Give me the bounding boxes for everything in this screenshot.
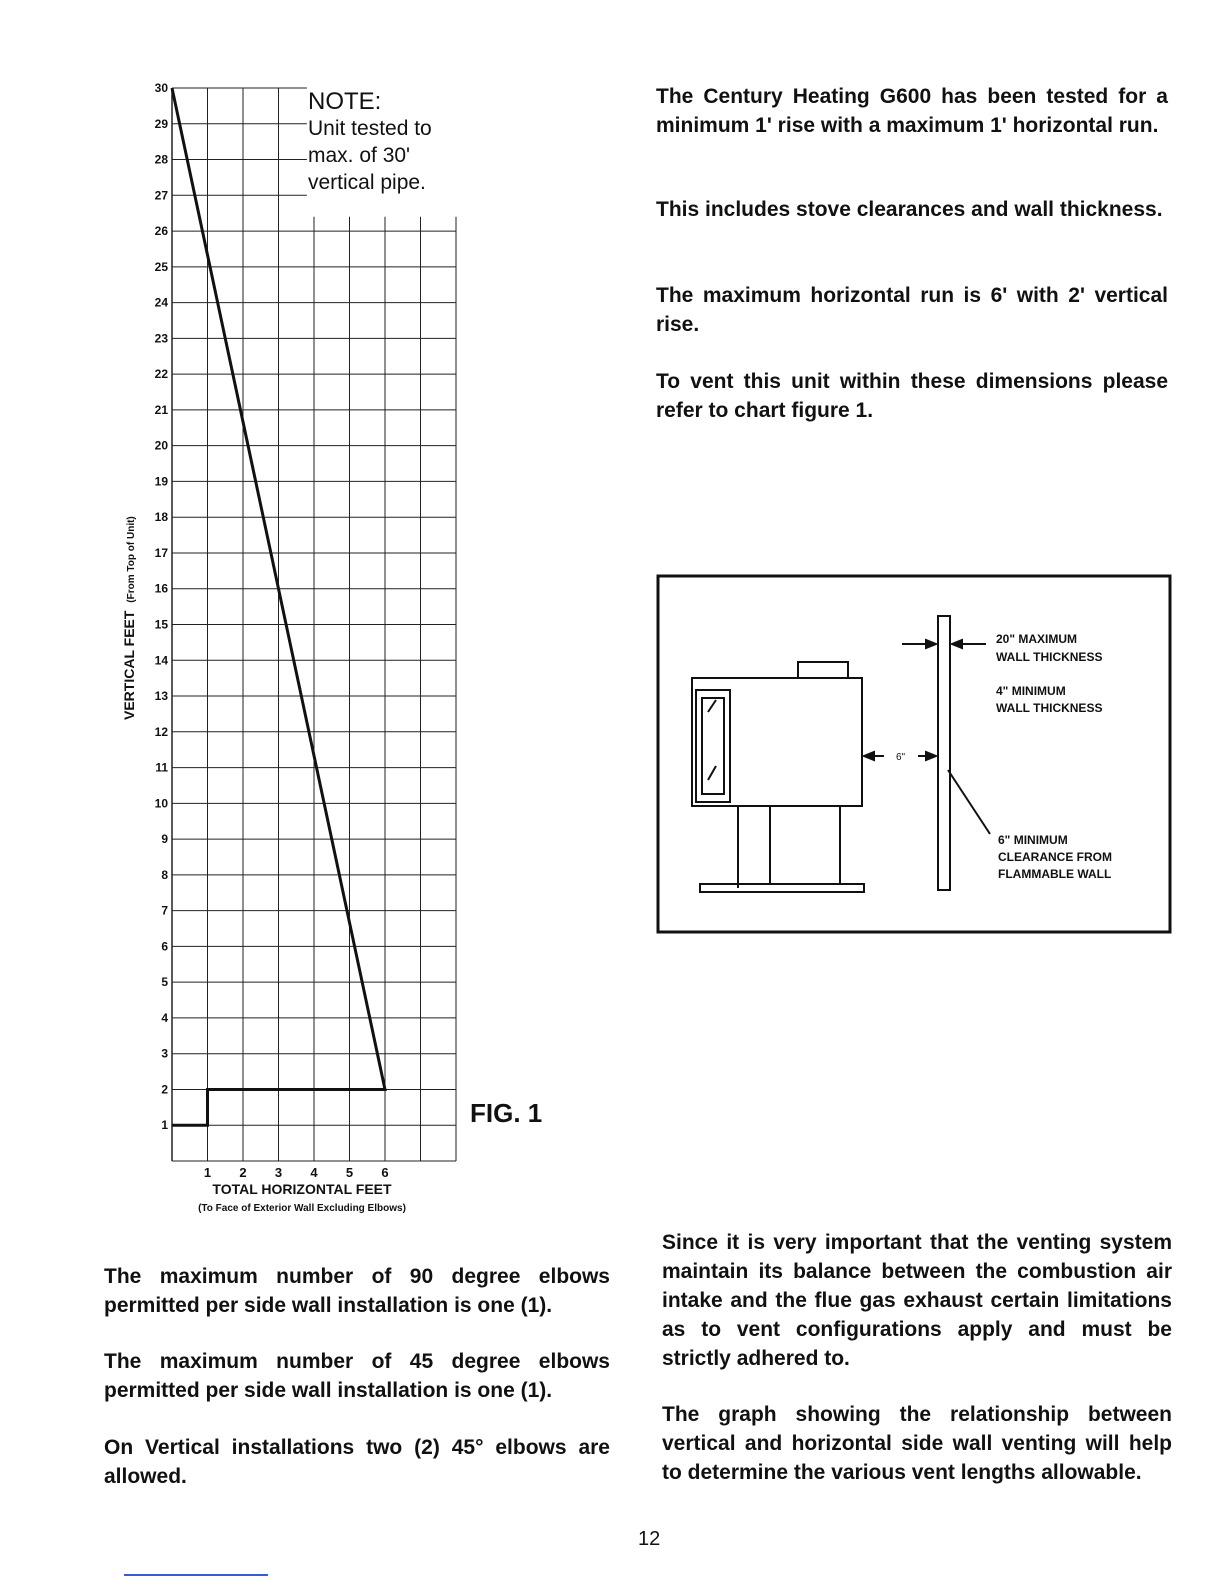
y-tick-label: 19 bbox=[154, 474, 168, 489]
x-axis-label-note: (To Face of Exterior Wall Excluding Elbows) bbox=[198, 1203, 406, 1214]
clearance-label-3: FLAMMABLE WALL bbox=[998, 867, 1112, 881]
dimension-label: 6" bbox=[896, 752, 906, 763]
elbow-paragraph-45: The maximum number of 45 degree elbows permitted per side wall installation is one (1). bbox=[104, 1350, 610, 1402]
y-tick-label: 14 bbox=[154, 653, 168, 668]
y-tick-label: 13 bbox=[154, 689, 168, 704]
y-tick-label: 12 bbox=[154, 724, 168, 739]
footer-rule bbox=[124, 1574, 268, 1576]
note-line-2: max. of 30' bbox=[308, 144, 411, 167]
x-tick-label: 4 bbox=[310, 1165, 318, 1180]
note-title: NOTE: bbox=[308, 88, 382, 115]
y-axis-label-note: (From Top of Unit) bbox=[126, 516, 137, 603]
graph-paragraph: The graph showing the relationship between vertical and horizontal side wall venting will help to determine the various vent lengths allowable. bbox=[662, 1403, 1172, 1484]
y-tick-label: 25 bbox=[154, 259, 168, 274]
min-wall-label-1: 4" MINIMUM bbox=[996, 684, 1066, 698]
stove-drawing bbox=[692, 662, 864, 892]
y-axis-label: VERTICAL FEET (From Top of Unit) bbox=[121, 516, 137, 720]
x-tick-label: 2 bbox=[239, 1165, 247, 1180]
x-tick-label: 5 bbox=[345, 1165, 354, 1180]
wall-drawing bbox=[938, 616, 950, 890]
y-tick-label: 4 bbox=[161, 1010, 168, 1025]
balance-paragraph: Since it is very important that the venting system maintain its balance between the combustion air intake and the flue gas exhaust certain limitations as to vent configurations apply and must be strictly adhered to. bbox=[662, 1231, 1172, 1370]
elbow-paragraph-90: The maximum number of 90 degree elbows permitted per side wall installation is one (1). bbox=[104, 1265, 610, 1317]
vertical-elbow-paragraph: On Vertical installations two (2) 45° elbows are allowed. bbox=[104, 1436, 610, 1488]
y-tick-label: 10 bbox=[154, 796, 168, 811]
y-tick-label: 23 bbox=[154, 331, 168, 346]
min-wall-label-2: WALL THICKNESS bbox=[996, 701, 1103, 715]
y-tick-label: 8 bbox=[161, 867, 168, 882]
y-tick-label: 24 bbox=[154, 295, 168, 310]
y-tick-label: 26 bbox=[154, 224, 168, 239]
y-tick-label: 30 bbox=[154, 81, 168, 95]
y-tick-label: 5 bbox=[161, 975, 168, 990]
x-tick-label: 3 bbox=[274, 1165, 283, 1180]
y-tick-label: 20 bbox=[154, 438, 168, 453]
intro-paragraph-4: To vent this unit within these dimensions please refer to chart figure 1. bbox=[656, 370, 1168, 422]
y-tick-label: 27 bbox=[154, 188, 168, 203]
y-tick-label: 17 bbox=[154, 545, 168, 560]
figure-label: FIG. 1 bbox=[470, 1098, 543, 1128]
y-tick-label: 28 bbox=[154, 152, 168, 167]
max-wall-label-2: WALL THICKNESS bbox=[996, 650, 1103, 664]
clearance-arrows bbox=[864, 752, 990, 834]
y-tick-label: 18 bbox=[154, 510, 168, 525]
x-tick-label: 1 bbox=[203, 1165, 212, 1180]
clearance-label-1: 6" MINIMUM bbox=[998, 833, 1068, 847]
intro-paragraph-2: This includes stove clearances and wall thickness. bbox=[656, 198, 1163, 221]
y-tick-label: 21 bbox=[154, 402, 168, 417]
y-tick-label: 22 bbox=[154, 367, 168, 382]
intro-paragraph-3: The maximum horizontal run is 6' with 2' vertical rise. bbox=[656, 284, 1168, 336]
intro-paragraph-1: The Century Heating G600 has been tested for a minimum 1' rise with a maximum 1' horizontal run. bbox=[656, 85, 1168, 137]
y-tick-label: 6 bbox=[161, 939, 168, 954]
y-tick-label: 9 bbox=[161, 832, 168, 847]
max-wall-label-1: 20" MAXIMUM bbox=[996, 632, 1078, 646]
y-tick-label: 29 bbox=[154, 116, 168, 131]
y-tick-label: 16 bbox=[154, 581, 168, 596]
y-tick-label: 2 bbox=[161, 1082, 168, 1097]
y-tick-label: 7 bbox=[161, 903, 168, 918]
y-tick-label: 3 bbox=[161, 1046, 168, 1061]
y-tick-label: 1 bbox=[161, 1118, 168, 1133]
page-number: 12 bbox=[638, 1528, 661, 1550]
clearance-label-2: CLEARANCE FROM bbox=[998, 850, 1112, 864]
x-tick-label: 6 bbox=[381, 1165, 389, 1180]
x-axis-label: TOTAL HORIZONTAL FEET bbox=[212, 1181, 392, 1197]
y-tick-label: 11 bbox=[155, 760, 168, 775]
note-line-1: Unit tested to bbox=[308, 117, 432, 140]
note-line-3: vertical pipe. bbox=[308, 171, 426, 194]
y-tick-label: 15 bbox=[154, 617, 168, 632]
